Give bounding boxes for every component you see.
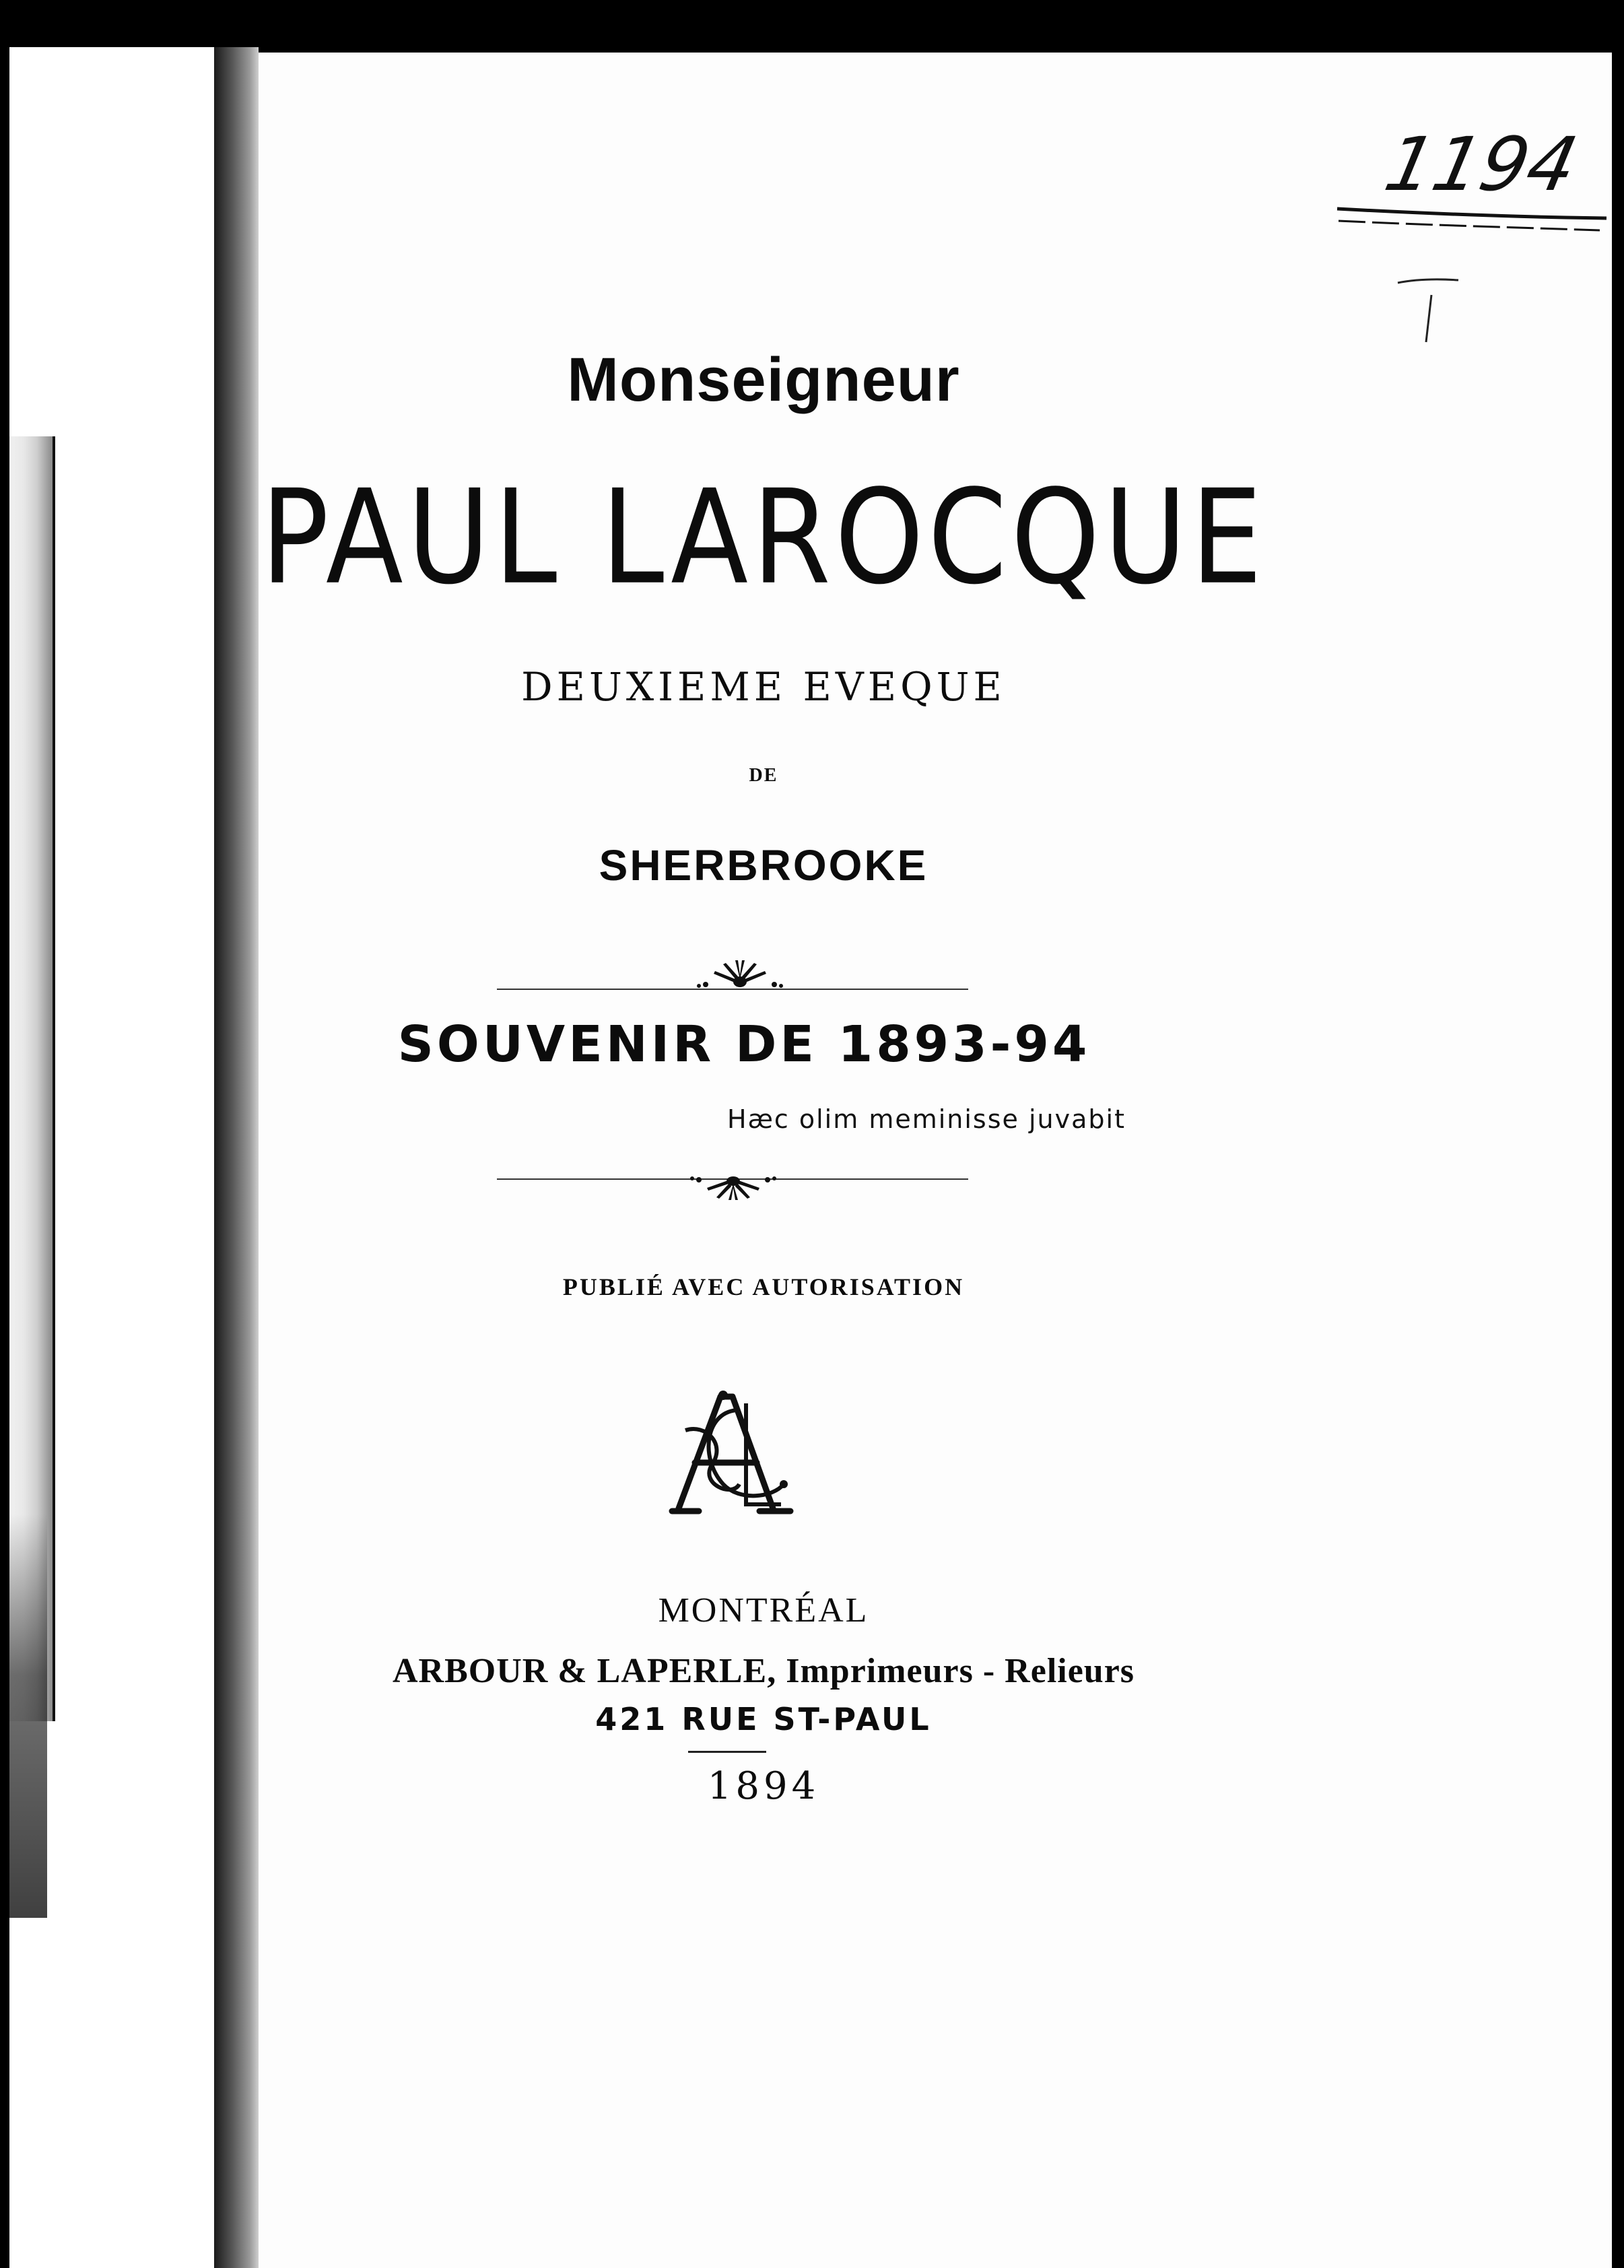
latin-motto: Hæc olim meminisse juvabit (727, 1104, 1126, 1134)
honorific: Monseigneur (567, 345, 960, 414)
divider-rule (688, 1751, 766, 1753)
facing-page (0, 47, 214, 2268)
fleuron-ornament-icon (696, 955, 784, 991)
scan-right-edge (1612, 0, 1624, 2268)
subtitle: DEUXIEME EVEQUE (521, 664, 1006, 710)
publisher-monogram-icon (658, 1383, 799, 1521)
fleuron-ornament-icon (689, 1174, 777, 1205)
imprint-year: 1894 (707, 1764, 820, 1808)
authorization-notice: PUBLIÉ AVEC AUTORISATION (562, 1273, 965, 1300)
handwritten-underline-icon (1330, 127, 1613, 356)
imprint-address: 421 RUE ST-PAUL (595, 1701, 932, 1737)
page-title: PAUL LAROCQUE (261, 461, 1266, 613)
imprint-printer: ARBOUR & LAPERLE, Imprimeurs - Relieurs (392, 1652, 1135, 1690)
imprint-city: MONTRÉAL (658, 1591, 869, 1630)
preposition: DE (749, 765, 778, 786)
book-gutter (214, 47, 259, 2268)
scan-top-edge (0, 0, 1624, 53)
diocese-name: SHERBROOKE (599, 841, 928, 890)
handwritten-number: 1194 (1378, 121, 1585, 207)
scan-left-edge (0, 0, 9, 2268)
souvenir-heading: SOUVENIR DE 1893-94 (397, 1015, 1091, 1073)
